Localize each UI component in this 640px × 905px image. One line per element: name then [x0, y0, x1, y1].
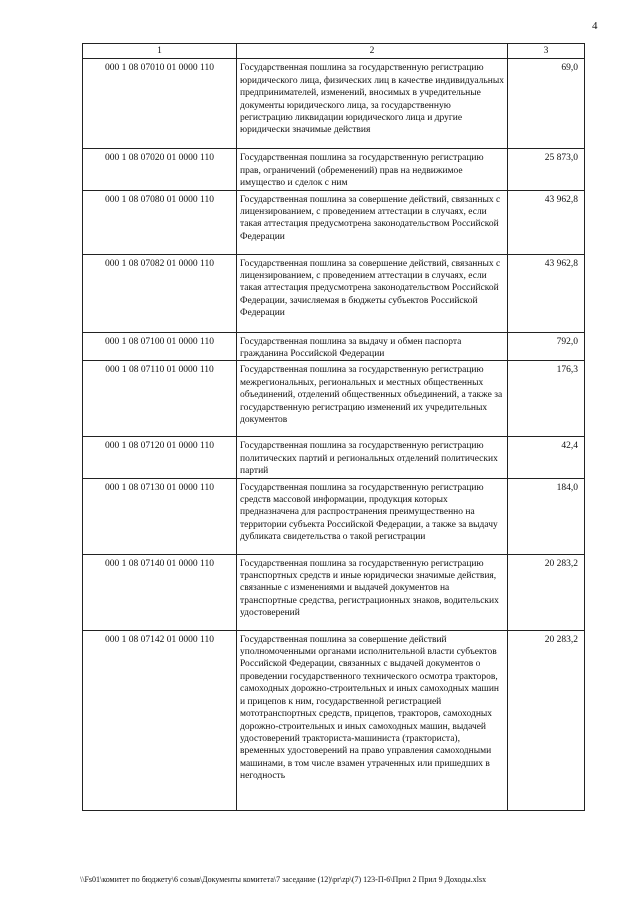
table-row: [83, 630, 585, 810]
budget-code: 000 1 08 07080 01 0000 110: [83, 190, 237, 254]
budget-code: 000 1 08 07142 01 0000 110: [83, 630, 237, 810]
table-row: [83, 190, 585, 254]
revenue-description: Государственная пошлина за государственную регистрацию политических партий и региональных отделений политических партий: [237, 437, 508, 478]
budget-code: 000 1 08 07140 01 0000 110: [83, 554, 237, 630]
revenue-amount: 43 962,8: [508, 254, 585, 332]
budget-code: 000 1 08 07130 01 0000 110: [83, 478, 237, 554]
page-number: 4: [592, 20, 598, 32]
revenue-description: Государственная пошлина за выдачу и обмен паспорта гражданина Российской Федерации: [237, 332, 508, 361]
revenue-description: Государственная пошлина за государственную регистрацию юридического лица, физических лиц в качестве индивидуальных предпринимателей, изменений, вносимых в учредительные документы юридического лица, за государственную регистрацию ликвидации юридического лица и другие юридически значимые действия: [237, 59, 508, 149]
table-row: [83, 554, 585, 630]
budget-code: 000 1 08 07110 01 0000 110: [83, 361, 237, 437]
column-header-description: 2: [237, 44, 508, 59]
budget-code: 000 1 08 07010 01 0000 110: [83, 59, 237, 149]
table-row: [83, 361, 585, 437]
revenue-amount: 20 283,2: [508, 630, 585, 810]
revenue-amount: 43 962,8: [508, 190, 585, 254]
revenue-amount: 42,4: [508, 437, 585, 478]
revenue-description: Государственная пошлина за государственную регистрацию средств массовой информации, продукция которых предназначена для распространения преимущественно на территории субъекта Российской Федерации, а также за выдачу дубликата свидетельства о такой регистрации: [237, 478, 508, 554]
table-row: [83, 149, 585, 190]
table-header-row: [83, 44, 585, 59]
column-header-amount: 3: [508, 44, 585, 59]
revenue-amount: 69,0: [508, 59, 585, 149]
revenue-description: Государственная пошлина за государственную регистрацию межрегиональных, региональных и местных общественных объединений, отделений общественных объединений, а также за государственную регистрацию изменений их учредительных документов: [237, 361, 508, 437]
table-row: [83, 437, 585, 478]
revenue-description: Государственная пошлина за государственную регистрацию прав, ограничений (обременений) прав на недвижимое имущество и сделок с ним: [237, 149, 508, 190]
table-row: [83, 478, 585, 554]
revenue-amount: 20 283,2: [508, 554, 585, 630]
table-row: [83, 59, 585, 149]
column-header-code: 1: [83, 44, 237, 59]
revenue-description: Государственная пошлина за совершение действий уполномоченными органами исполнительной власти субъектов Российской Федерации, связанных с выдачей документов о проведении государственного технического осмотра тракторов, самоходных дорожно-строительных и иных самоходных машин и прицепов к ним, государственной регистрацией мототранспортных средств, прицепов, тракторов, самоходных дорожно-строительных и иных самоходных машин, выдачей удостоверений тракториста-машиниста (тракториста), временных удостоверений на право управления самоходными машинами, в том числе взамен утраченных или пришедших в негодность: [237, 630, 508, 810]
table-row: [83, 254, 585, 332]
table-row: [83, 332, 585, 361]
revenue-table: [82, 43, 585, 811]
budget-code: 000 1 08 07120 01 0000 110: [83, 437, 237, 478]
revenue-description: Государственная пошлина за совершение действий, связанных с лицензированием, с проведением аттестации в случаях, если такая аттестация предусмотрена законодательством Российской Федерации, зачисляемая в бюджеты субъектов Российской Федерации: [237, 254, 508, 332]
revenue-description: Государственная пошлина за совершение действий, связанных с лицензированием, с проведением аттестации в случаях, если такая аттестация предусмотрена законодательством Российской Федерации: [237, 190, 508, 254]
budget-code: 000 1 08 07100 01 0000 110: [83, 332, 237, 361]
budget-code: 000 1 08 07020 01 0000 110: [83, 149, 237, 190]
file-path-footer: \\Fs01\комитет по бюджету\6 созыв\Документы комитета\7 заседание (12)\pr\zp\(7) 123-П-6\Прил 2 Прил 9 Доходы.xlsx: [80, 875, 487, 884]
revenue-amount: 792,0: [508, 332, 585, 361]
budget-code: 000 1 08 07082 01 0000 110: [83, 254, 237, 332]
revenue-amount: 176,3: [508, 361, 585, 437]
revenue-description: Государственная пошлина за государственную регистрацию транспортных средств и иные юридически значимые действия, связанные с изменениями и выдачей документов на транспортные средства, регистрационных знаков, водительских удостоверений: [237, 554, 508, 630]
revenue-amount: 25 873,0: [508, 149, 585, 190]
revenue-amount: 184,0: [508, 478, 585, 554]
